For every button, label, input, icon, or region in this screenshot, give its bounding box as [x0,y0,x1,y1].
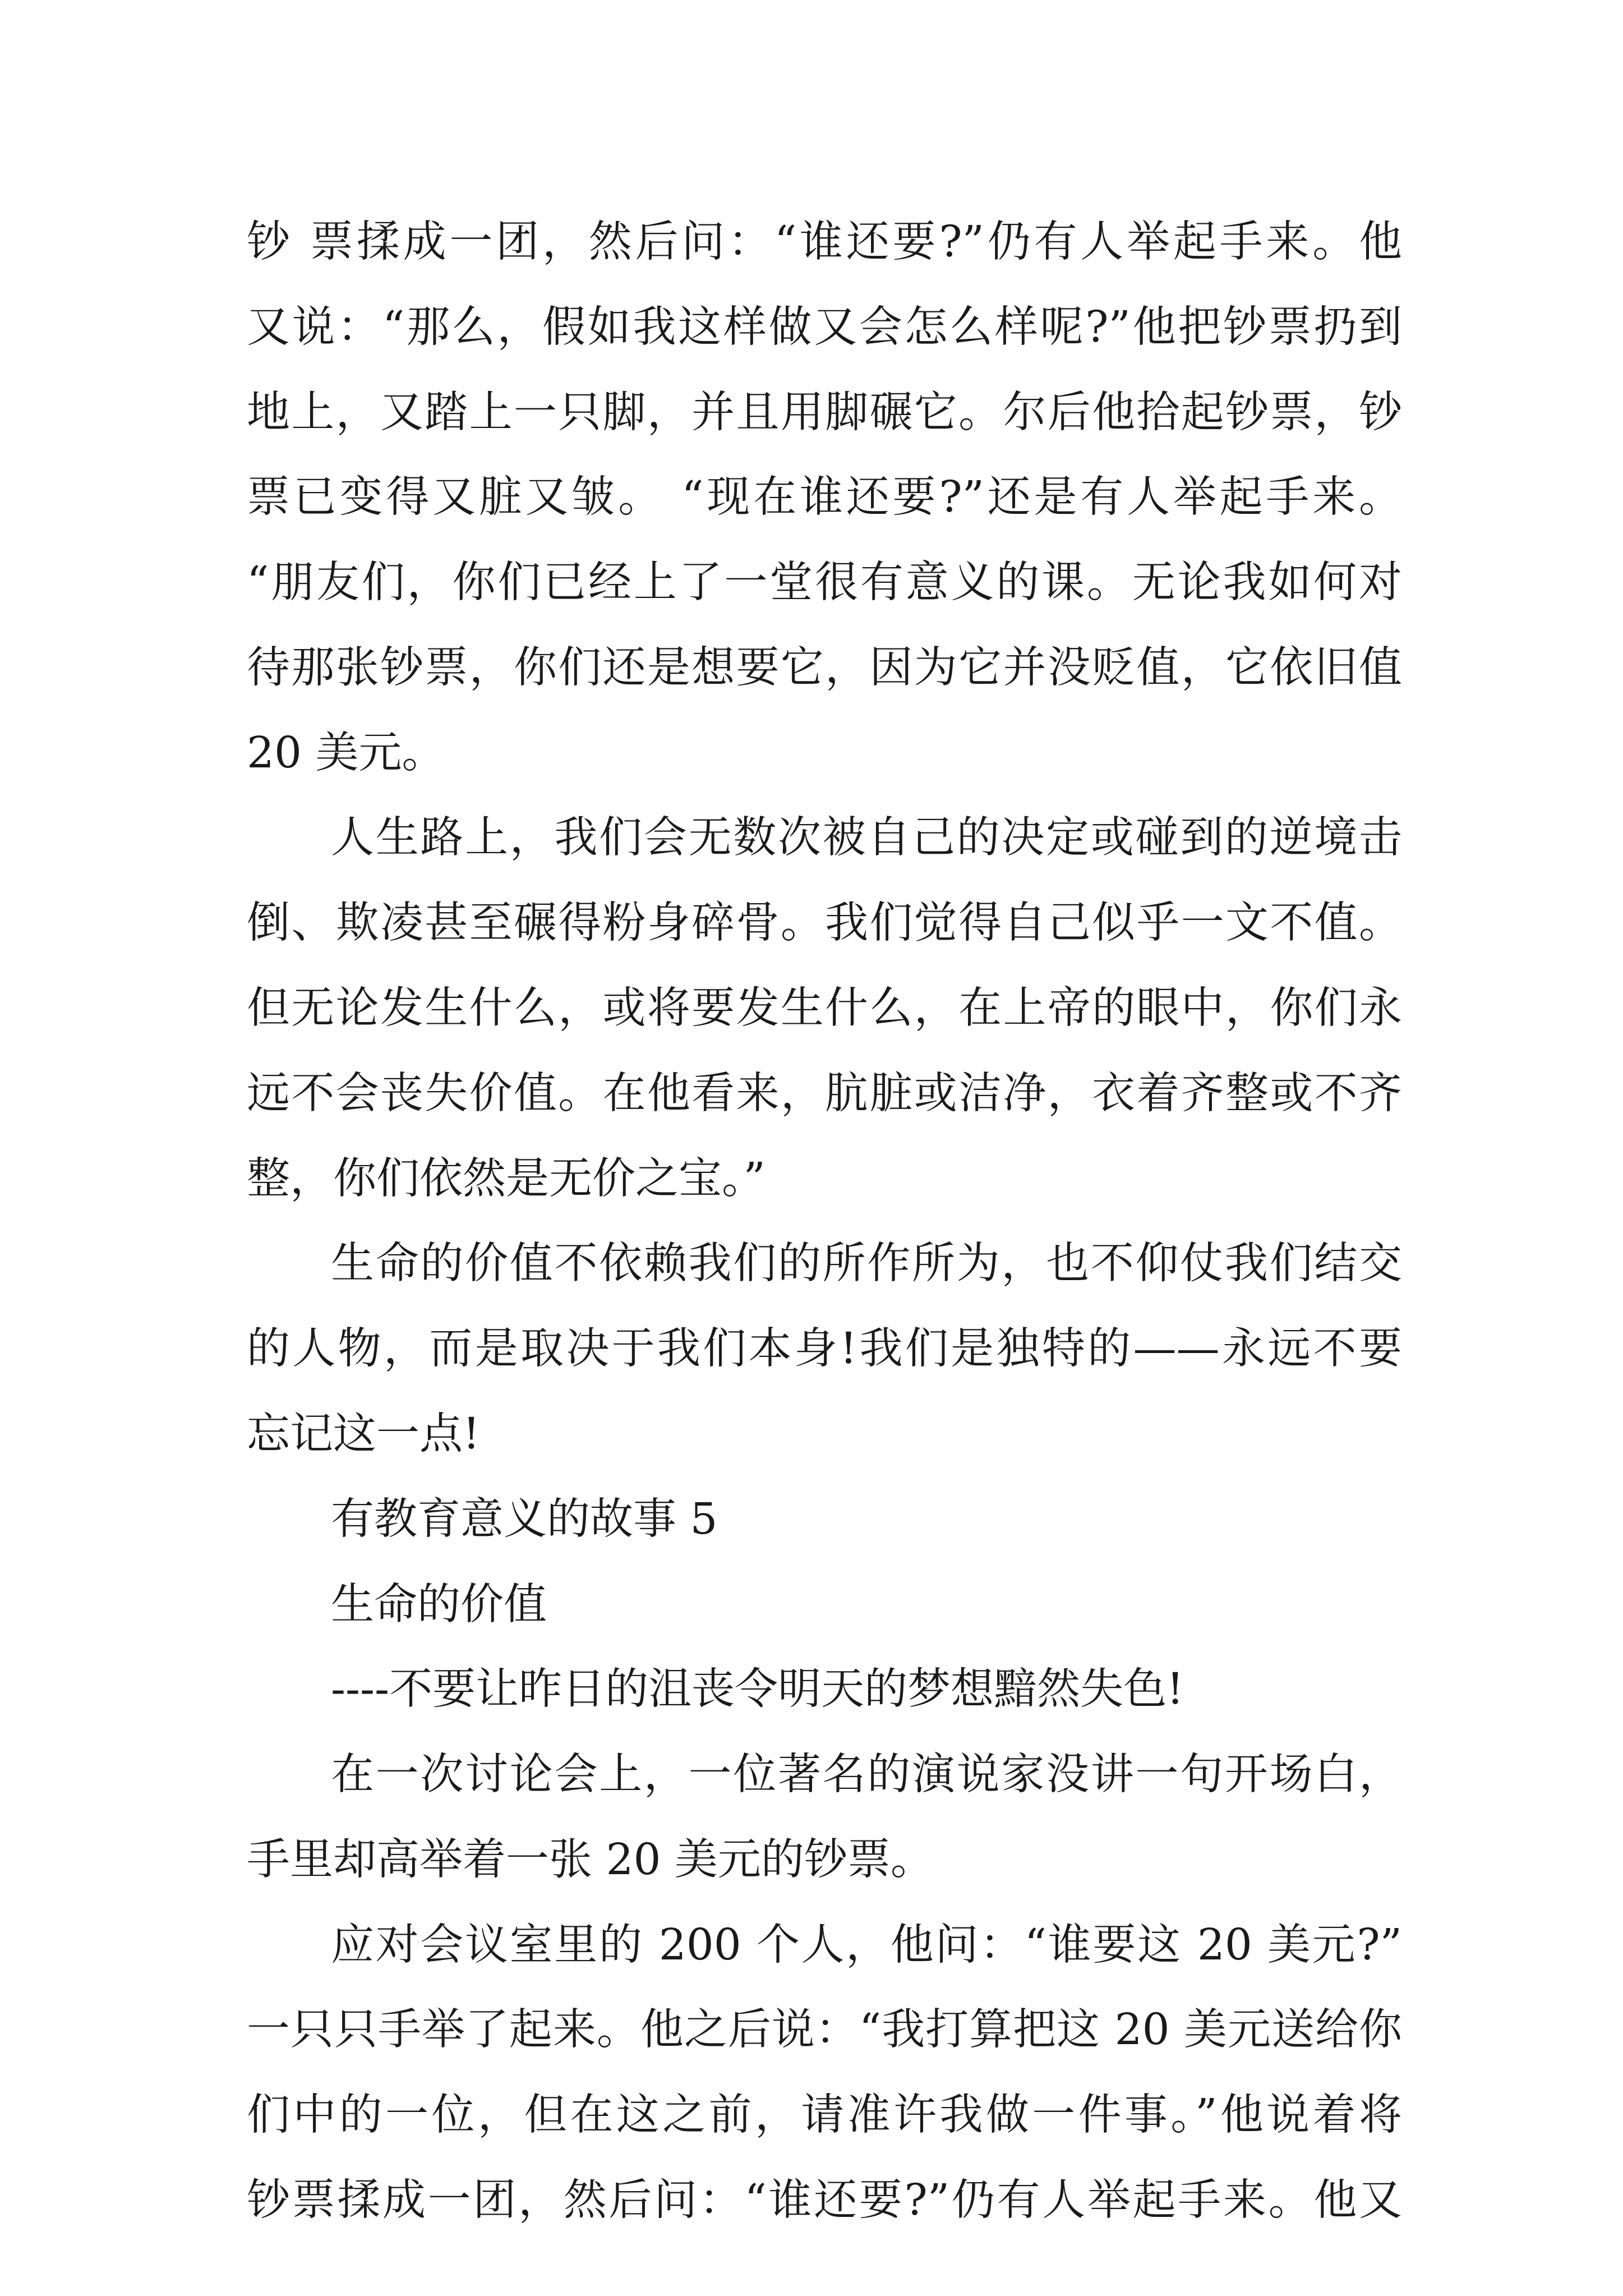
body-text-line: 生命的价值不依赖我们的所作所为，也不仰仗我们结交 [331,1239,1402,1289]
body-text-line: 但无论发生什么，或将要发生什么，在上帝的眼中，你们永 [247,983,1402,1033]
body-text-line: 钞票揉成一团，然后问：“谁还要?”仍有人举起手来。他又 [247,2175,1402,2225]
body-text-line: “朋友们，你们已经上了一堂很有意义的课。无论我如何对 [247,558,1402,608]
body-text-line: 一只只手举了起来。他之后说：“我打算把这 20 美元送给你 [247,2005,1402,2055]
story-subtitle: ----不要让昨日的沮丧令明天的梦想黯然失色! [331,1664,1184,1714]
story-title: 生命的价值 [331,1580,547,1630]
story-heading: 有教育意义的故事 5 [331,1494,718,1544]
body-text-line: 们中的一位，但在这之前，请准许我做一件事。”他说着将 [247,2090,1402,2140]
body-text-line: 人生路上，我们会无数次被自己的决定或碰到的逆境击 [331,813,1402,863]
body-text-line: 远不会丧失价值。在他看来，肮脏或洁净，衣着齐整或不齐 [247,1069,1402,1119]
body-text-line: 地上，又踏上一只脚，并且用脚碾它。尔后他拾起钞票，钞 [247,388,1402,438]
body-text-line: 忘记这一点! [247,1409,480,1459]
body-text-line: 在一次讨论会上，一位著名的演说家没讲一句开场白， [331,1750,1402,1800]
body-text-line: 手里却高举着一张 20 美元的钞票。 [247,1835,934,1885]
body-text-line: 票已变得又脏又皱。 “现在谁还要?”还是有人举起手来。 [247,472,1402,522]
body-text-line: 的人物，而是取决于我们本身!我们是独特的——永远不要 [247,1324,1402,1374]
body-text-line: 20 美元。 [247,728,445,778]
body-text-line: 钞 票揉成一团，然后问：“谁还要?”仍有人举起手来。他 [247,217,1402,267]
body-text-line: 待那张钞票，你们还是想要它，因为它并没贬值，它依旧值 [247,643,1402,693]
body-text-line: 应对会议室里的 200 个人，他问：“谁要这 20 美元?” [331,1920,1402,1970]
body-text-line: 倒、欺凌甚至碾得粉身碎骨。我们觉得自己似乎一文不值。 [247,898,1402,948]
body-text-line: 又说：“那么，假如我这样做又会怎么样呢?”他把钞票扔到 [247,302,1402,352]
body-text-line: 整，你们依然是无价之宝。” [247,1154,766,1204]
